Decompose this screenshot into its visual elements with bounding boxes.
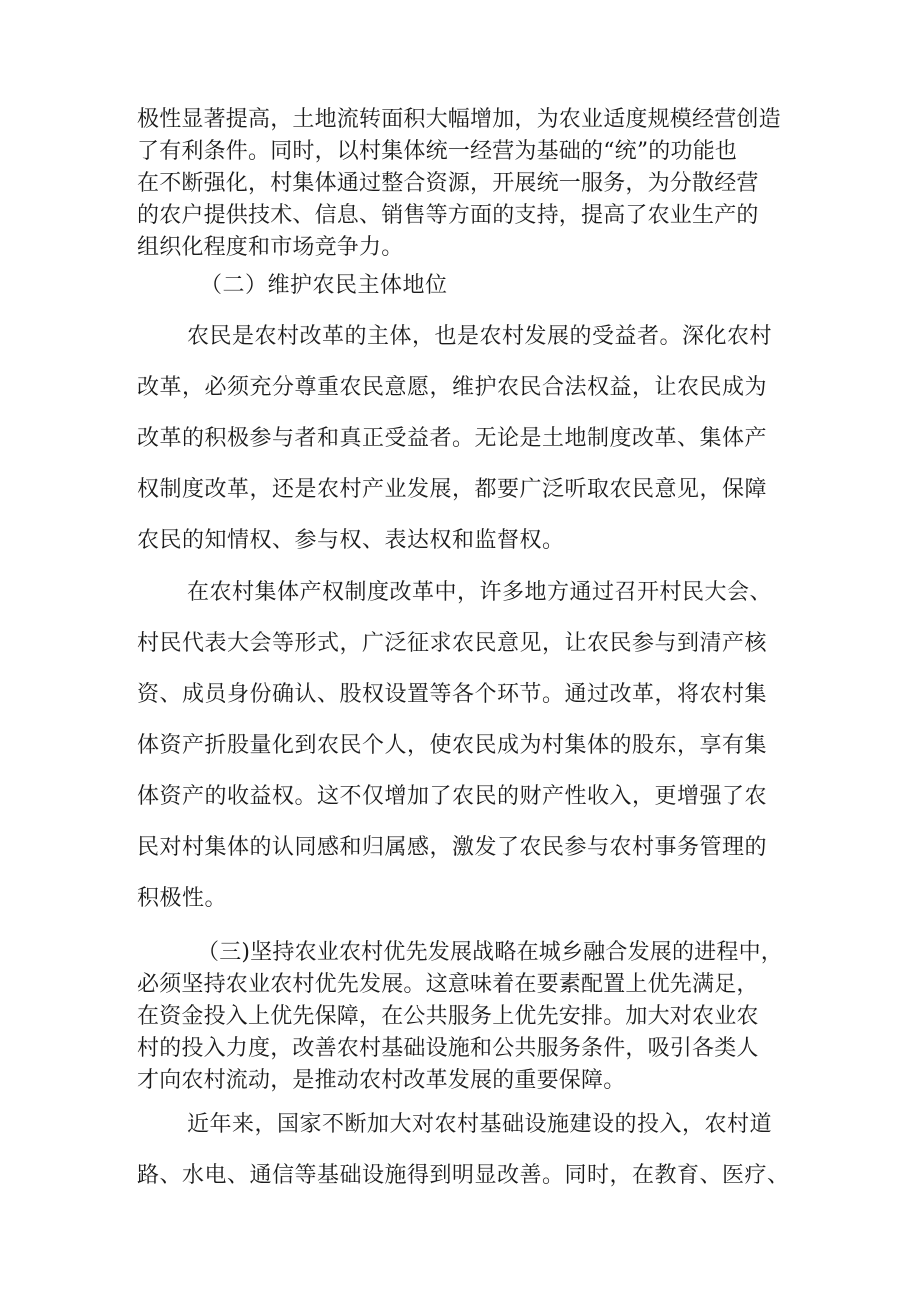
text-line: 改革的积极参与者和真正受益者。无论是土地制度改革、集体产 — [137, 426, 768, 451]
text-line: 村的投入力度，改善农村基础设施和公共服务条件，吸引各类人 — [137, 1036, 759, 1061]
text-line: 极性显著提高，土地流转面积大幅增加，为农业适度规模经营创造 — [137, 107, 781, 132]
text-line: 才向农村流动，是推动农村改革发展的重要保障。 — [137, 1068, 626, 1093]
text-line: 权制度改革，还是农村产业发展，都要广泛听取农民意见，保障 — [137, 477, 768, 502]
text-line: 组织化程度和市场竞争力。 — [137, 235, 404, 260]
text-line: 体资产折股量化到农民个人，使农民成为村集体的股东，享有集 — [137, 733, 768, 758]
text-line: 体资产的收益权。这不仅增加了农民的财产性收入，更增强了农 — [137, 784, 768, 809]
text-line: 资、成员身份确认、股权设置等各个环节。通过改革，将农村集 — [137, 682, 768, 707]
text-line: 了有利条件。同时，以村集体统一经营为基础的“统”的功能也 — [137, 139, 738, 164]
heading-text: （二）维护农民主体地位 — [200, 273, 448, 298]
text-line: 路、水电、通信等基础设施得到明显改善。同时，在教育、医疗、 — [137, 1163, 790, 1188]
text-line: 必须坚持农业农村优先发展。这意味着在要素配置上优先满足， — [137, 972, 759, 997]
text-line: 改革，必须充分尊重农民意愿，维护农民合法权益，让农民成为 — [137, 375, 768, 400]
text-line: 在资金投入上优先保障，在公共服务上优先安排。加大对农业农 — [137, 1004, 759, 1029]
text-line: 农民是农村改革的主体，也是农村发展的受益者。深化农村 — [187, 324, 773, 349]
text-line: 在农村集体产权制度改革中，许多地方通过召开村民大会、 — [187, 580, 773, 605]
text-line: （三)坚持农业农村优先发展战略在城乡融合发展的进程中， — [197, 940, 783, 965]
text-line: 农民的知情权、参与权、表达权和监督权。 — [137, 528, 565, 553]
text-line: 近年来，国家不断加大对农村基础设施建设的投入，农村道 — [187, 1112, 773, 1137]
text-line: 积极性。 — [137, 886, 228, 911]
text-line: 村民代表大会等形式，广泛征求农民意见，让农民参与到清产核 — [137, 631, 768, 656]
text-line: 在不断强化，村集体通过整合资源，开展统一服务，为分散经营 — [137, 171, 759, 196]
text-line: 的农户提供技术、信息、销售等方面的支持，提高了农业生产的 — [137, 203, 759, 228]
text-line: 民对村集体的认同感和归属感，激发了农民参与农村事务管理的 — [137, 835, 768, 860]
